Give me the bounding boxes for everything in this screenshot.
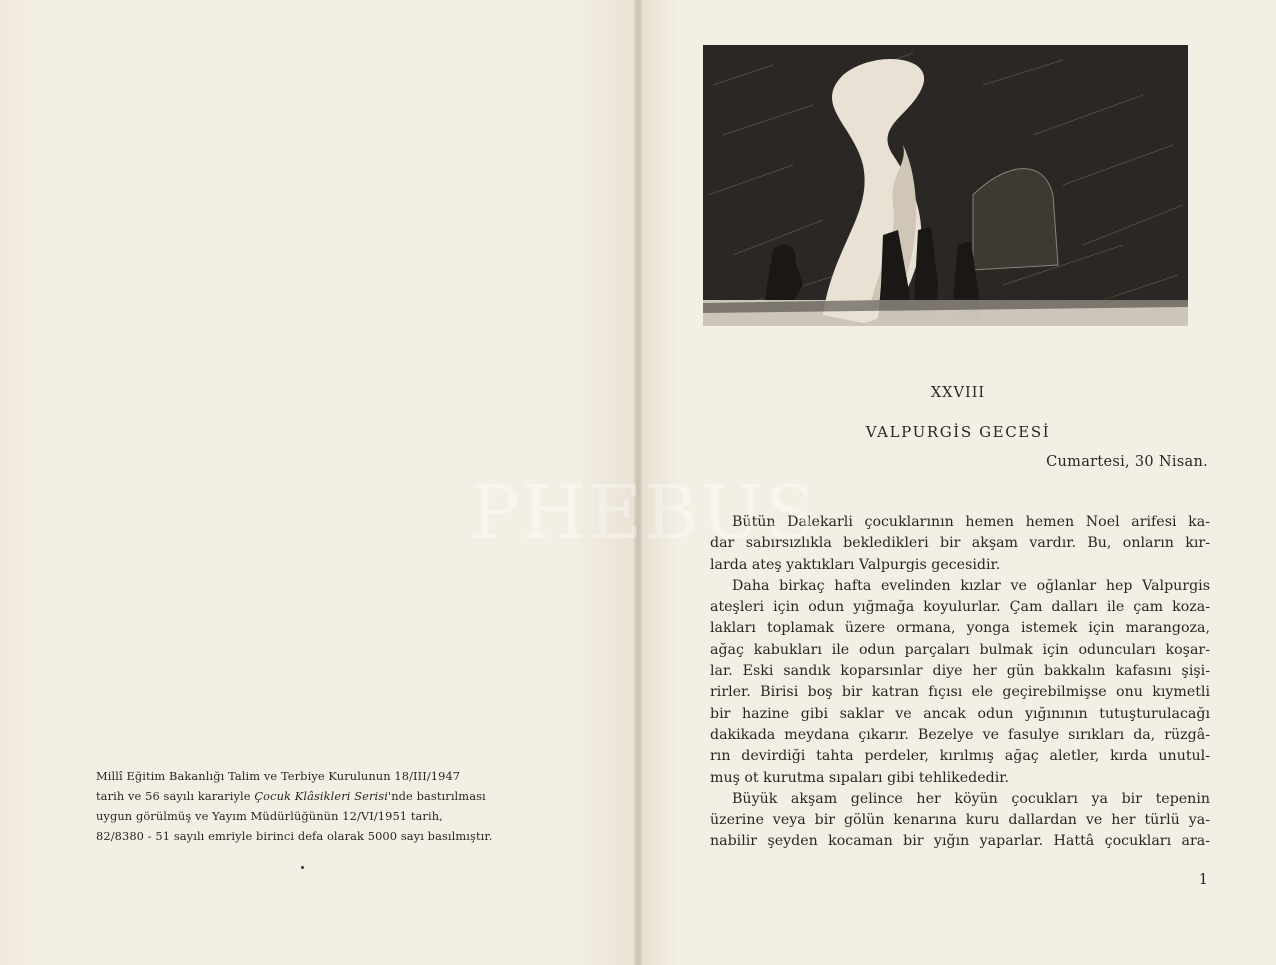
watermark: PHEBUS <box>470 470 818 556</box>
body-line: larda ateş yaktıkları Valpurgis gecesidir. <box>710 556 1001 573</box>
body-line: ağaç kabukları ile odun parçaları bulmak için oduncuları koşar- <box>710 641 1210 658</box>
body-line: Büyük akşam gelince her köyün çocukları ya bir tepenin <box>732 790 1210 807</box>
colophon-line-2: tarih ve 56 sayılı karariyle Çocuk Klâsikleri Serisi'nde bastırılması <box>96 789 486 803</box>
chapter-title: VALPURGİS GECESİ <box>865 423 1051 441</box>
book-gutter <box>634 0 642 965</box>
body-text <box>710 512 1210 853</box>
colophon-line-1: Millî Eğitim Bakanlığı Talim ve Terbiye Kurulunun 18/III/1947 <box>96 769 461 783</box>
chapter-number: XXVIII <box>930 385 986 401</box>
body-line: nabilir şeyden kocaman bir yığın yaparlar. Hattâ çocukları ara- <box>710 833 1210 850</box>
print-dot <box>301 866 304 869</box>
body-line: lakları toplamak üzere ormana, yonga istemek için marangoza, <box>710 620 1210 637</box>
page-number: 1 <box>1198 872 1208 888</box>
colophon <box>96 766 572 846</box>
body-line: rirler. Birisi boş bir katran fıçısı ele geçirebilmişse onu kıymetli <box>710 684 1210 701</box>
body-line: Daha birkaç hafta evelinden kızlar ve oğlanlar hep Valpurgis <box>732 577 1210 594</box>
body-line: muş ot kurutma sıpaları gibi tehlikededir. <box>710 769 1009 786</box>
colophon-line-4: 82/8380 - 51 sayılı emriyle birinci defa olarak 5000 sayı basılmıştır. <box>96 829 493 843</box>
body-line: lar. Eski sandık koparsınlar diye her gün bakkalın kafasını şişi- <box>710 663 1210 680</box>
bonfire-illustration <box>703 45 1188 326</box>
body-line: Bütün Dalekarli çocuklarının hemen hemen Noel arifesi ka- <box>732 514 1210 530</box>
diary-date: Cumartesi, 30 Nisan. <box>1046 454 1208 470</box>
body-line: dar sabırsızlıkla bekledikleri bir akşam vardır. Bu, onların kır- <box>710 535 1210 552</box>
colophon-line-3: uygun görülmüş ve Yayım Müdürlüğünün 12/VI/1951 tarih, <box>96 809 443 823</box>
body-line: ateşleri için odun yığmağa koyulurlar. Çam dalları ile çam koza- <box>710 599 1210 616</box>
body-line: üzerine veya bir gölün kenarına kuru dallardan ve her türlü ya- <box>710 812 1210 829</box>
body-line: dakikada meydana çıkarır. Bezelye ve fasulye sırıkları da, rüzgâ- <box>710 726 1210 743</box>
body-line: rın devirdiği tahta perdeler, kırılmış ağaç aletler, kırda unutul- <box>710 748 1210 765</box>
series-title: Çocuk Klâsikleri Serisi <box>254 789 388 803</box>
body-line: bir hazine gibi saklar ve ancak odun yığınının tutuşturulacağı <box>710 705 1210 722</box>
